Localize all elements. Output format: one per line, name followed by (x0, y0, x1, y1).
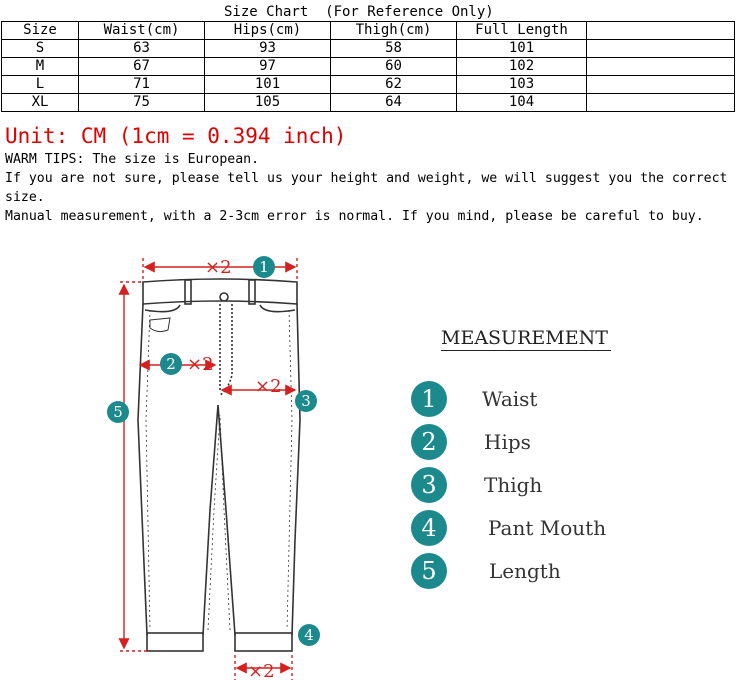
table-cell: XL (2, 94, 79, 112)
table-cell: 104 (457, 94, 587, 112)
table-cell (587, 58, 735, 76)
pants-illustration (138, 279, 300, 651)
table-row (2, 94, 735, 112)
table-header-cell (587, 22, 735, 40)
multiplier-label: ×2 (187, 354, 214, 375)
table-cell: L (2, 76, 79, 94)
legend-item (0, 381, 736, 421)
table-cell: S (2, 40, 79, 58)
table-cell: 93 (205, 40, 331, 58)
legend-item (0, 553, 736, 593)
marker-5: 5 (113, 403, 123, 421)
table-cell (587, 94, 735, 112)
multiplier-label: ×2 (205, 257, 232, 278)
table-cell: M (2, 58, 79, 76)
legend-item (0, 424, 736, 464)
table-cell: 64 (331, 94, 457, 112)
size-table (1, 21, 735, 112)
table-cell: 102 (457, 58, 587, 76)
table-cell: 63 (79, 40, 205, 58)
marker-1: 1 (259, 258, 269, 276)
table-cell (587, 40, 735, 58)
tip-line: If you are not sure, please tell us your height and weight, we will suggest you the correct size. (5, 171, 728, 205)
tip-line: Manual measurement, with a 2-3cm error is normal. If you mind, please be careful to buy. (5, 209, 704, 224)
table-row (2, 76, 735, 94)
table-cell: 101 (457, 40, 587, 58)
tip-line: WARM TIPS: The size is European. (5, 152, 260, 167)
unit-note: Unit: CM (1cm = 0.394 inch) (5, 124, 347, 148)
pants-measurement-diagram (0, 240, 400, 690)
table-cell: 101 (205, 76, 331, 94)
marker-4: 4 (304, 626, 314, 644)
table-header-cell: Thigh(cm) (331, 22, 457, 40)
legend-number-badge: 2 (411, 424, 447, 460)
legend-label: Length (489, 559, 561, 583)
legend-item (0, 467, 736, 507)
table-header-cell: Hips(cm) (205, 22, 331, 40)
table-cell: 60 (331, 58, 457, 76)
table-header-cell: Full Length (457, 22, 587, 40)
legend-number-badge: 3 (411, 467, 447, 503)
table-cell: 58 (331, 40, 457, 58)
multiplier-label: ×2 (248, 661, 275, 682)
table-row (2, 58, 735, 76)
table-cell: 67 (79, 58, 205, 76)
size-chart-title (0, 3, 736, 21)
legend-title: MEASUREMENT (441, 327, 611, 351)
marker-2: 2 (166, 355, 176, 373)
table-cell: 75 (79, 94, 205, 112)
legend-number-badge: 1 (411, 381, 447, 417)
table-cell (587, 76, 735, 94)
legend-label: Pant Mouth (488, 516, 607, 540)
table-row (2, 40, 735, 58)
legend-number-badge: 5 (411, 553, 447, 589)
table-header-row (2, 22, 735, 40)
table-cell: 71 (79, 76, 205, 94)
table-cell: 62 (331, 76, 457, 94)
table-cell: 103 (457, 76, 587, 94)
tips-block (5, 150, 730, 226)
marker-3: 3 (301, 392, 311, 410)
table-header-cell: Waist(cm) (79, 22, 205, 40)
size-chart-title-text: Size Chart (For Reference Only) (224, 4, 494, 20)
multiplier-label: ×2 (255, 376, 282, 397)
legend-label: Thigh (484, 473, 543, 497)
table-header-cell: Size (2, 22, 79, 40)
legend-number-badge: 4 (411, 510, 447, 546)
table-cell: 105 (205, 94, 331, 112)
legend-item (0, 510, 736, 550)
table-cell: 97 (205, 58, 331, 76)
legend-label: Waist (482, 387, 538, 411)
legend-label: Hips (484, 430, 531, 454)
